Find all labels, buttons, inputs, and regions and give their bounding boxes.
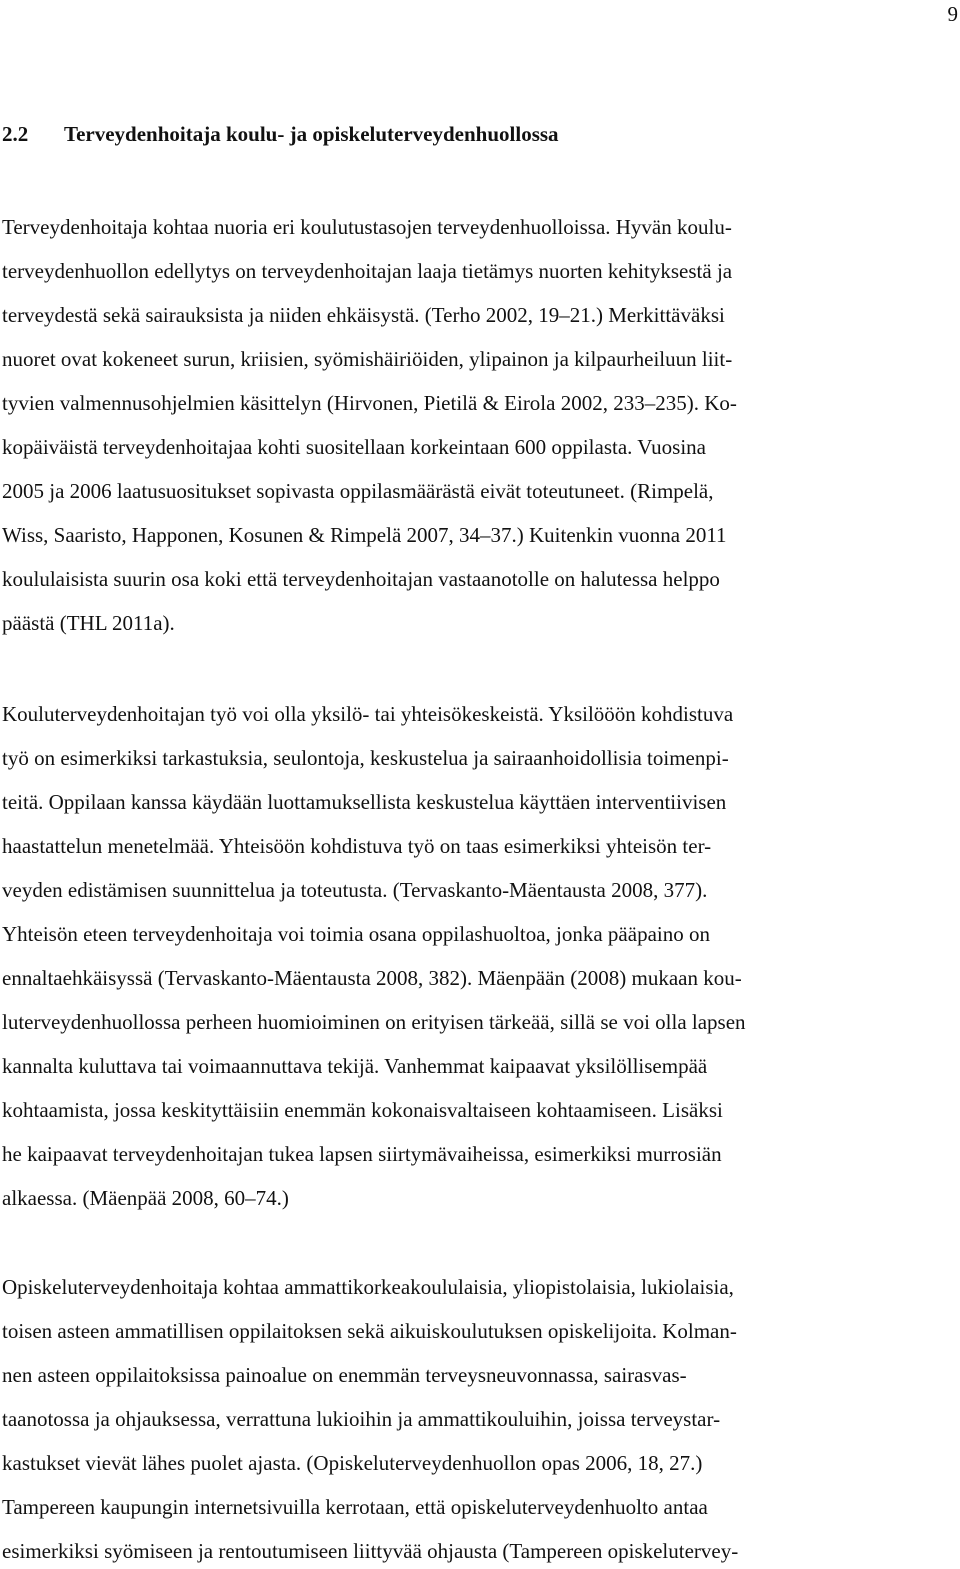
text-line: nen asteen oppilaitoksissa painoalue on enemmän terveysneuvonnassa, sairasvas- bbox=[2, 1363, 687, 1387]
text-line: terveydenhuollon edellytys on terveydenhoitajan laaja tietämys nuorten kehityksestä ja bbox=[2, 259, 733, 283]
text-line: kohtaamista, jossa keskityttäisiin enemmän kokonaisvaltaiseen kohtaamiseen. Lisäksi bbox=[2, 1098, 723, 1122]
text-line: luterveydenhuollossa perheen huomioiminen on erityisen tärkeää, sillä se voi olla lapsen bbox=[2, 1010, 746, 1034]
text-line: koululaisista suurin osa koki että terveydenhoitajan vastaanotolle on halutessa helppo bbox=[2, 567, 720, 591]
text-line: alkaessa. (Mäenpää 2008, 60–74.) bbox=[2, 1186, 289, 1210]
section-title: Terveydenhoitaja koulu- ja opiskeluterveydenhuollossa bbox=[64, 122, 559, 146]
text-line: haastattelun menetelmää. Yhteisöön kohdistuva työ on taas esimerkiksi yhteisön ter- bbox=[2, 834, 712, 858]
text-line: ennaltaehkäisyssä (Tervaskanto-Mäentausta 2008, 382). Mäenpään (2008) mukaan kou- bbox=[2, 966, 742, 990]
text-line: tyvien valmennusohjelmien käsittelyn (Hirvonen, Pietilä & Eirola 2002, 233–235). Ko- bbox=[2, 391, 737, 415]
text-line: 2005 ja 2006 laatusuositukset sopivasta oppilasmäärästä eivät toteutuneet. (Rimpelä, bbox=[2, 479, 714, 503]
text-line: teitä. Oppilaan kanssa käydään luottamuksellista keskustelua käyttäen interventiivisen bbox=[2, 790, 727, 814]
text-line: terveydestä sekä sairauksista ja niiden ehkäisystä. (Terho 2002, 19–21.) Merkittäväksi bbox=[2, 303, 725, 327]
section-number: 2.2 bbox=[2, 122, 29, 146]
text-line: Tampereen kaupungin internetsivuilla kerrotaan, että opiskeluterveydenhuolto antaa bbox=[2, 1495, 708, 1519]
text-line: he kaipaavat terveydenhoitajan tukea lapsen siirtymävaiheissa, esimerkiksi murrosiän bbox=[2, 1142, 722, 1166]
text-line: Wiss, Saaristo, Happonen, Kosunen & Rimpelä 2007, 34–37.) Kuitenkin vuonna 2011 bbox=[2, 523, 727, 547]
text-line: Opiskeluterveydenhoitaja kohtaa ammattikorkeakoululaisia, yliopistolaisia, lukiolaisia, bbox=[2, 1275, 734, 1299]
page-number: 9 bbox=[947, 2, 958, 26]
section-heading bbox=[2, 122, 559, 147]
text-line: päästä (THL 2011a). bbox=[2, 611, 175, 635]
text-line: kannalta kuluttava tai voimaannuttava tekijä. Vanhemmat kaipaavat yksilöllisempää bbox=[2, 1054, 708, 1078]
text-line: nuoret ovat kokeneet surun, kriisien, syömishäiriöiden, ylipainon ja kilpaurheiluun liit- bbox=[2, 347, 733, 371]
text-line: veyden edistämisen suunnittelua ja toteutusta. (Tervaskanto-Mäentausta 2008, 377). bbox=[2, 878, 708, 902]
text-line: toisen asteen ammatillisen oppilaitoksen sekä aikuiskoulutuksen opiskelijoita. Kolman- bbox=[2, 1319, 737, 1343]
text-line: Kouluterveydenhoitajan työ voi olla yksilö- tai yhteisökeskeistä. Yksilööön kohdistuva bbox=[2, 702, 734, 726]
text-line: Yhteisön eteen terveydenhoitaja voi toimia osana oppilashuoltoa, jonka pääpaino on bbox=[2, 922, 710, 946]
text-line: Terveydenhoitaja kohtaa nuoria eri koulutustasojen terveydenhuolloissa. Hyvän koulu- bbox=[2, 215, 732, 239]
text-line: kopäiväistä terveydenhoitajaa kohti suositellaan korkeintaan 600 oppilasta. Vuosina bbox=[2, 435, 707, 459]
text-line: kastukset vievät lähes puolet ajasta. (Opiskeluterveydenhuollon opas 2006, 18, 27.) bbox=[2, 1451, 703, 1475]
text-line: taanotossa ja ohjauksessa, verrattuna lukioihin ja ammattikouluihin, joissa terveystar- bbox=[2, 1407, 721, 1431]
text-line: työ on esimerkiksi tarkastuksia, seulontoja, keskustelua ja sairaanhoidollisia toimenpi- bbox=[2, 746, 729, 770]
text-line: esimerkiksi syömiseen ja rentoutumiseen liittyvää ohjausta (Tampereen opiskelutervey- bbox=[2, 1539, 739, 1563]
